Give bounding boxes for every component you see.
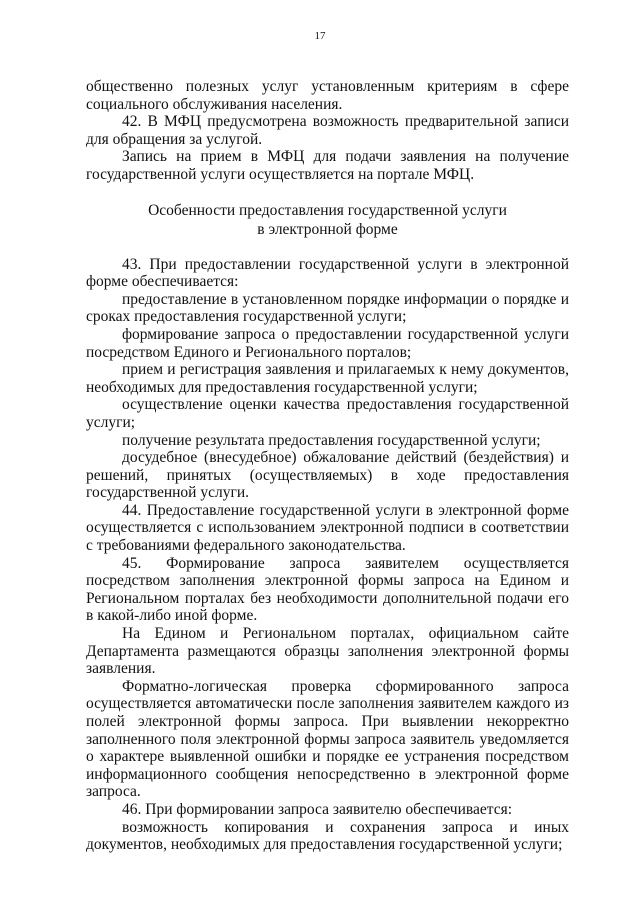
paragraph: Форматно-логическая проверка сформированного запроса осуществляется автоматически после заполнения заявителем каждого из полей электронной формы запроса. При выявлении некорректно заполненного поля электронной формы запроса заявитель уведомляется о характере выявленной ошибки и порядке ее устранения посредством информационного сообщения непосредственно в электронной форме запроса. [86, 677, 569, 801]
paragraph: возможность копирования и сохранения запроса и иных документов, необходимых для предоставления государственной услуги; [86, 818, 569, 854]
spacer [86, 184, 569, 201]
paragraph: прием и регистрация заявления и прилагаемых к нему документов, необходимых для предоставления государственной услуги; [86, 361, 569, 396]
page-number: 17 [314, 30, 326, 42]
paragraph: предоставление в установленном порядке информации о порядке и сроках предоставления государственной услуги; [86, 290, 569, 326]
paragraph: Запись на прием в МФЦ для подачи заявления на получение государственной услуги осуществляется на портале МФЦ. [86, 148, 569, 183]
paragraph: 46. При формировании запроса заявителю обеспечивается: [122, 800, 513, 818]
document-body [86, 78, 569, 854]
paragraph: получение результата предоставления государственной услуги; [122, 431, 541, 449]
paragraph: досудебное (внесудебное) обжалование действий (бездействия) и решений, принятых (осуществляемых) в ходе предоставления государственной услуги. [86, 449, 569, 502]
paragraph: 43. При предоставлении государственной услуги в электронной форме обеспечивается: [86, 255, 569, 291]
section-heading-line: в электронной форме [257, 220, 398, 238]
paragraph: осуществление оценки качества предоставления государственной услуги; [86, 396, 569, 431]
section-heading [86, 201, 569, 239]
section-heading-line: Особенности предоставления государственной услуги [148, 201, 507, 219]
paragraph: общественно полезных услуг установленным критериям в сфере социального обслуживания населения. [86, 78, 569, 113]
spacer [86, 239, 569, 256]
paragraph: 44. Предоставление государственной услуги в электронной форме осуществляется с использованием электронной подписи в соответствии с требованиями федерального законодательства. [86, 501, 569, 555]
paragraph: формирование запроса о предоставлении государственной услуги посредством Единого и Регионального порталов; [86, 325, 569, 361]
paragraph: 42. В МФЦ предусмотрена возможность предварительной записи для обращения за услугой. [86, 113, 569, 148]
paragraph: 45. Формирование запроса заявителем осуществляется посредством заполнения электронной формы запроса на Едином и Региональном порталах без необходимости дополнительной подачи его в какой-либо иной форме. [86, 554, 569, 625]
paragraph: На Едином и Региональном порталах, официальном сайте Департамента размещаются образцы заполнения электронной формы заявления. [86, 625, 569, 678]
